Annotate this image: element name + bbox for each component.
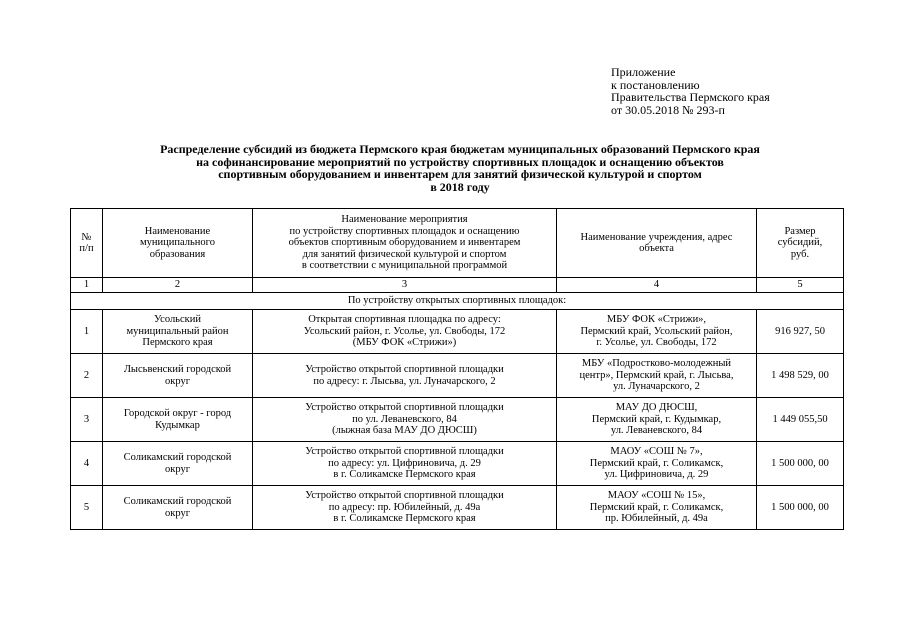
document-title	[70, 143, 850, 193]
table-row	[71, 354, 844, 398]
cell-line: ул. Леваневского, 84	[610, 425, 703, 437]
cell-line: центр», Пермский край, г. Лысьва,	[579, 369, 734, 381]
header-event	[253, 209, 557, 278]
cell-event	[253, 486, 557, 530]
section-row	[71, 293, 844, 310]
column-number: 3	[253, 278, 557, 293]
cell-line: образования	[149, 248, 206, 260]
cell-line: Пермский край, г. Соликамск,	[589, 501, 724, 513]
cell-line: Усольский	[154, 314, 201, 326]
section-title: По устройству открытых спортивных площадок:	[71, 293, 844, 310]
cell-line: для занятий физической культурой и спортом	[302, 248, 507, 260]
cell-line: муниципального	[140, 237, 215, 249]
cell-amount: 1 500 000, 00	[757, 442, 844, 486]
cell-line: МАУ ДО ДЮСШ,	[615, 402, 698, 414]
cell-line: Пермский край, Усольский район,	[580, 325, 733, 337]
cell-num: 3	[71, 398, 103, 442]
cell-institution	[557, 310, 757, 354]
cell-event	[253, 398, 557, 442]
cell-institution	[557, 442, 757, 486]
cell-line: Открытая спортивная площадка по адресу:	[308, 314, 501, 326]
cell-line: МАОУ «СОШ № 15»,	[607, 490, 706, 502]
cell-line: (МБУ ФОК «Стрижи»)	[352, 337, 457, 349]
column-number: 4	[557, 278, 757, 293]
cell-line: Пермский край, г. Соликамск,	[589, 457, 724, 469]
column-number: 5	[757, 278, 844, 293]
header-amount	[757, 209, 844, 278]
title-line: Распределение субсидий из бюджета Пермского края бюджетам муниципальных образований Пермского края	[160, 142, 760, 156]
cell-line: ул. Луначарского, 2	[613, 381, 700, 393]
cell-line: МБУ ФОК «Стрижи»,	[606, 314, 707, 326]
subsidies-table	[70, 208, 844, 530]
cell-num: 2	[71, 354, 103, 398]
cell-line: Наименование	[144, 225, 211, 237]
cell-line: субсидий,	[777, 237, 823, 249]
header-row	[71, 209, 844, 278]
title-line: спортивным оборудованием и инвентарем для занятий физической культурой и спортом	[218, 167, 702, 181]
cell-institution	[557, 486, 757, 530]
cell-line: №	[81, 231, 92, 243]
title-line: на софинансирование мероприятий по устройству спортивных площадок и оснащению объектов	[196, 154, 724, 169]
cell-municipality	[103, 310, 253, 354]
cell-line: Пермского края	[142, 337, 213, 349]
cell-amount: 1 449 055,50	[757, 398, 844, 442]
cell-line: по ул. Леваневского, 84	[352, 413, 457, 425]
cell-municipality	[103, 354, 253, 398]
header-num	[71, 209, 103, 278]
column-numbers-row	[71, 278, 844, 293]
cell-amount: 1 500 000, 00	[757, 486, 844, 530]
cell-line: округ	[164, 375, 191, 387]
cell-line: Кудымкар	[155, 419, 200, 431]
cell-line: по устройству спортивных площадок и оснащению	[289, 225, 520, 237]
cell-line: в г. Соликамске Пермского края	[333, 513, 476, 525]
cell-num: 1	[71, 310, 103, 354]
cell-municipality	[103, 486, 253, 530]
cell-event	[253, 354, 557, 398]
cell-line: п/п	[79, 243, 94, 254]
cell-line: в соответствии с муниципальной программой	[301, 260, 508, 272]
title-line: в 2018 году	[430, 179, 490, 194]
table-row	[71, 442, 844, 486]
cell-amount: 916 927, 50	[757, 310, 844, 354]
cell-line: руб.	[790, 248, 810, 260]
appendix-block	[611, 66, 770, 116]
appendix-line: к постановлению	[611, 77, 700, 92]
column-number: 1	[71, 278, 103, 293]
cell-num: 5	[71, 486, 103, 530]
cell-line: Размер	[784, 225, 816, 237]
cell-line: Устройство открытой спортивной площадки	[305, 490, 504, 502]
cell-line: Соликамский городской	[123, 496, 232, 507]
cell-line: по адресу: пр. Юбилейный, д. 49а	[328, 501, 481, 513]
cell-event	[253, 310, 557, 354]
cell-line: по адресу: ул. Цифриновича, д. 29	[328, 457, 481, 469]
cell-line: муниципальный район	[126, 325, 229, 337]
cell-institution	[557, 398, 757, 442]
cell-amount: 1 498 529, 00	[757, 354, 844, 398]
cell-line: Наименование учреждения, адрес	[580, 231, 733, 243]
table-row	[71, 486, 844, 530]
cell-line: Устройство открытой спортивной площадки	[305, 364, 504, 375]
cell-line: Пермский край, г. Кудымкар,	[591, 413, 722, 425]
cell-municipality	[103, 398, 253, 442]
column-number: 2	[103, 278, 253, 293]
cell-municipality	[103, 442, 253, 486]
table-row	[71, 310, 844, 354]
cell-line: (лыжная база МАУ ДО ДЮСШ)	[332, 425, 477, 437]
cell-line: Усольский район, г. Усолье, ул. Свободы, 172	[303, 325, 506, 337]
cell-line: объекта	[639, 243, 674, 254]
cell-line: Лысьвенский городской	[123, 364, 232, 375]
cell-line: Наименование мероприятия	[341, 214, 468, 226]
cell-line: г. Усолье, ул. Свободы, 172	[596, 337, 717, 349]
appendix-line: от 30.05.2018 № 293-п	[611, 102, 725, 117]
cell-line: МАОУ «СОШ № 7»,	[610, 446, 703, 458]
cell-line: Устройство открытой спортивной площадки	[305, 402, 504, 414]
header-municipality	[103, 209, 253, 278]
cell-line: округ	[164, 507, 191, 519]
cell-line: округ	[164, 463, 191, 475]
cell-num: 4	[71, 442, 103, 486]
cell-event	[253, 442, 557, 486]
cell-line: Городской округ - город	[123, 408, 232, 419]
cell-line: пр. Юбилейный, д. 49а	[605, 513, 708, 525]
cell-line: ул. Цифриновича, д. 29	[604, 469, 709, 481]
cell-line: по адресу: г. Лысьва, ул. Луначарского, 2	[313, 375, 496, 387]
cell-institution	[557, 354, 757, 398]
cell-line: объектов спортивным оборудованием и инвентарем	[288, 237, 521, 249]
cell-line: в г. Соликамске Пермского края	[333, 469, 476, 481]
appendix-line: Приложение	[611, 65, 676, 79]
table-row	[71, 398, 844, 442]
cell-line: Устройство открытой спортивной площадки	[305, 446, 504, 458]
header-institution	[557, 209, 757, 278]
cell-line: МБУ «Подростково-молодежный	[581, 358, 732, 370]
appendix-line: Правительства Пермского края	[611, 90, 770, 104]
cell-line: Соликамский городской	[123, 452, 232, 463]
